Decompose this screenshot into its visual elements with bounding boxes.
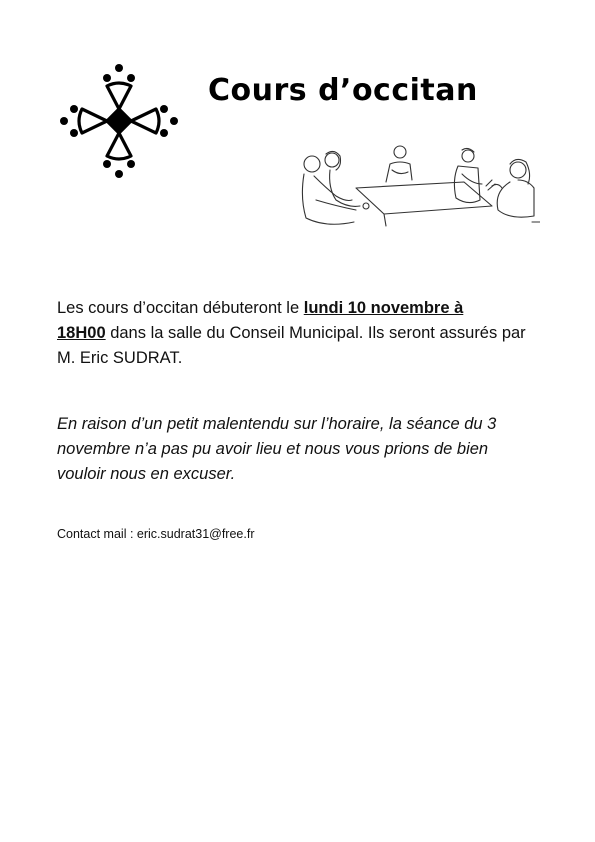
time-highlight: 18H00 [57,324,106,342]
apology-paragraph: En raison d’un petit malentendu sur l’horaire, la séance du 3 novembre n’a pas pu avoir lieu et nous vous prions de bien vouloir nous en excuser. [57,415,497,483]
contact-label: Contact mail : [57,527,137,541]
contact-line [57,527,255,541]
occitan-cross-icon [58,62,180,180]
meeting-people-illustration [296,140,540,228]
announcement-paragraph [57,296,537,371]
date-highlight: lundi 10 novembre à [303,299,464,317]
contact-email[interactable]: eric.sudrat31@free.fr [136,527,255,541]
page-title: Cours d’occitan [208,73,478,108]
announcement-text-intro: Les cours d’occitan débuteront le [57,299,304,317]
announcement-text-details: dans la salle du Conseil Municipal. Ils seront assurés par M. Eric SUDRAT. [57,324,526,367]
